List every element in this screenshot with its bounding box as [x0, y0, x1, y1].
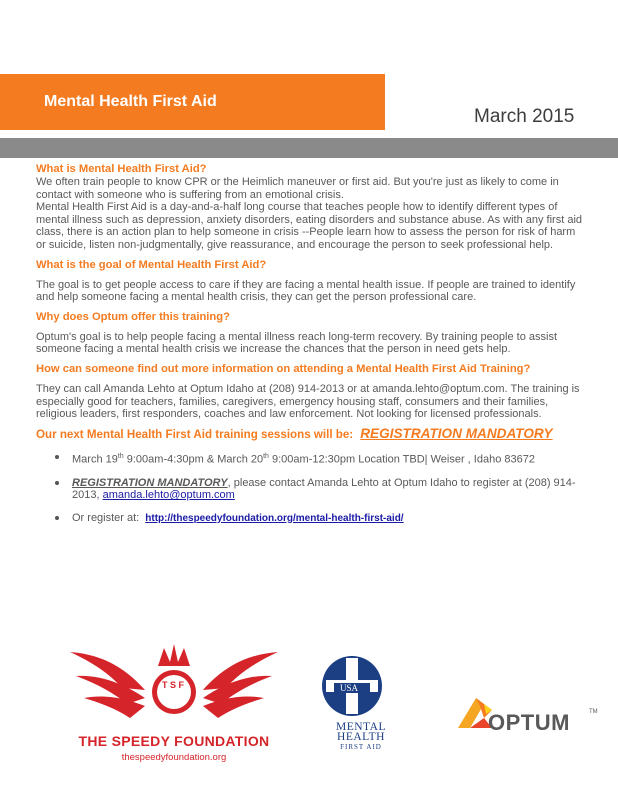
section-paragraph: The goal is to get people access to care if they are facing a mental health issue. If people are trained to identify and help someone facing a mental health crisis, they can get the person professional care. — [36, 278, 576, 304]
registration-link[interactable]: http://thespeedyfoundation.org/mental-health-first-aid/ — [145, 512, 404, 524]
optum-wordmark: OPTUM — [488, 710, 570, 735]
registration-mandatory-label: REGISTRATION MANDATORY — [360, 425, 553, 441]
session-list — [36, 451, 586, 525]
section-paragraph: Mental Health First Aid is a day-and-a-half long course that teaches people how to identify different types of mental illness such as depression, anxiety disorders, eating disorders and substance abuse. As with any first aid class, there is an action plan to help someone in crisis --People learn how to assess the person for risk of harm or suicide, listen non-judgmentally, give reassurance, and encourage the person to seek professional help. — [36, 201, 583, 251]
bullet-icon — [55, 516, 59, 520]
section-paragraph: Optum's goal is to help people facing a mental illness reach long-term recovery. By training people to assist someone facing a mental health crisis we increase the chances that the person in need gets help. — [36, 330, 557, 356]
section-heading: Why does Optum offer this training? — [36, 310, 230, 323]
newsletter-body — [36, 163, 586, 535]
speedy-foundation-name: THE SPEEDY FOUNDATION — [78, 733, 270, 749]
bullet-icon — [55, 481, 59, 485]
section-heading: What is the goal of Mental Health First Aid? — [36, 258, 267, 271]
speedy-crown-icon — [158, 644, 190, 666]
list-item: REGISTRATION MANDATORY, please contact Amanda Lehto at Optum Idaho to register at (208) 914-2013, amanda.lehto@optum.com — [36, 477, 586, 502]
section-heading: How can someone find out more information on attending a Mental Health First Aid Training? — [36, 362, 531, 375]
speedy-foundation-url: thespeedyfoundation.org — [121, 752, 227, 763]
list-item: March 19th 9:00am-4:30pm & March 20th 9:00am-12:30pm Location TBD| Weiser , Idaho 83672 — [36, 451, 586, 466]
registration-mandatory-note: REGISTRATION MANDATORY — [72, 476, 228, 489]
optum-trademark: TM — [589, 709, 598, 715]
list-item: Or register at: http://thespeedyfoundation.org/mental-health-first-aid/ — [36, 512, 586, 526]
email-link[interactable]: amanda.lehto@optum.com — [102, 489, 235, 502]
divider-bar — [0, 138, 618, 158]
mhfa-usa-text: USA — [340, 683, 359, 693]
speedy-monogram: T S F — [162, 680, 184, 690]
section-paragraph: We often train people to know CPR or the Heimlich maneuver or first aid. But you're just as likely to come in contact with someone who is suffering from an emotional crisis. — [36, 176, 559, 201]
optum-logo-icon — [458, 698, 492, 728]
issue-date: March 2015 — [474, 106, 575, 127]
sessions-heading — [36, 425, 586, 442]
bullet-icon — [55, 455, 59, 459]
section-heading: What is Mental Health First Aid? — [36, 163, 207, 175]
mhfa-wordmark: MENTAL HEALTH FIRST AID — [336, 721, 386, 751]
sessions-heading-text: Our next Mental Health First Aid training sessions will be: — [36, 427, 354, 441]
banner-title: Mental Health First Aid — [44, 93, 217, 110]
section-paragraph: They can call Amanda Lehto at Optum Idaho at (208) 914-2013 or at amanda.lehto@optum.com. The training is especially good for teachers, families, caregivers, emergency housing staff, consumers and their families, religious leaders, first responders, coaches and law enforcement. Not looking for licensed professionals. — [36, 382, 580, 421]
